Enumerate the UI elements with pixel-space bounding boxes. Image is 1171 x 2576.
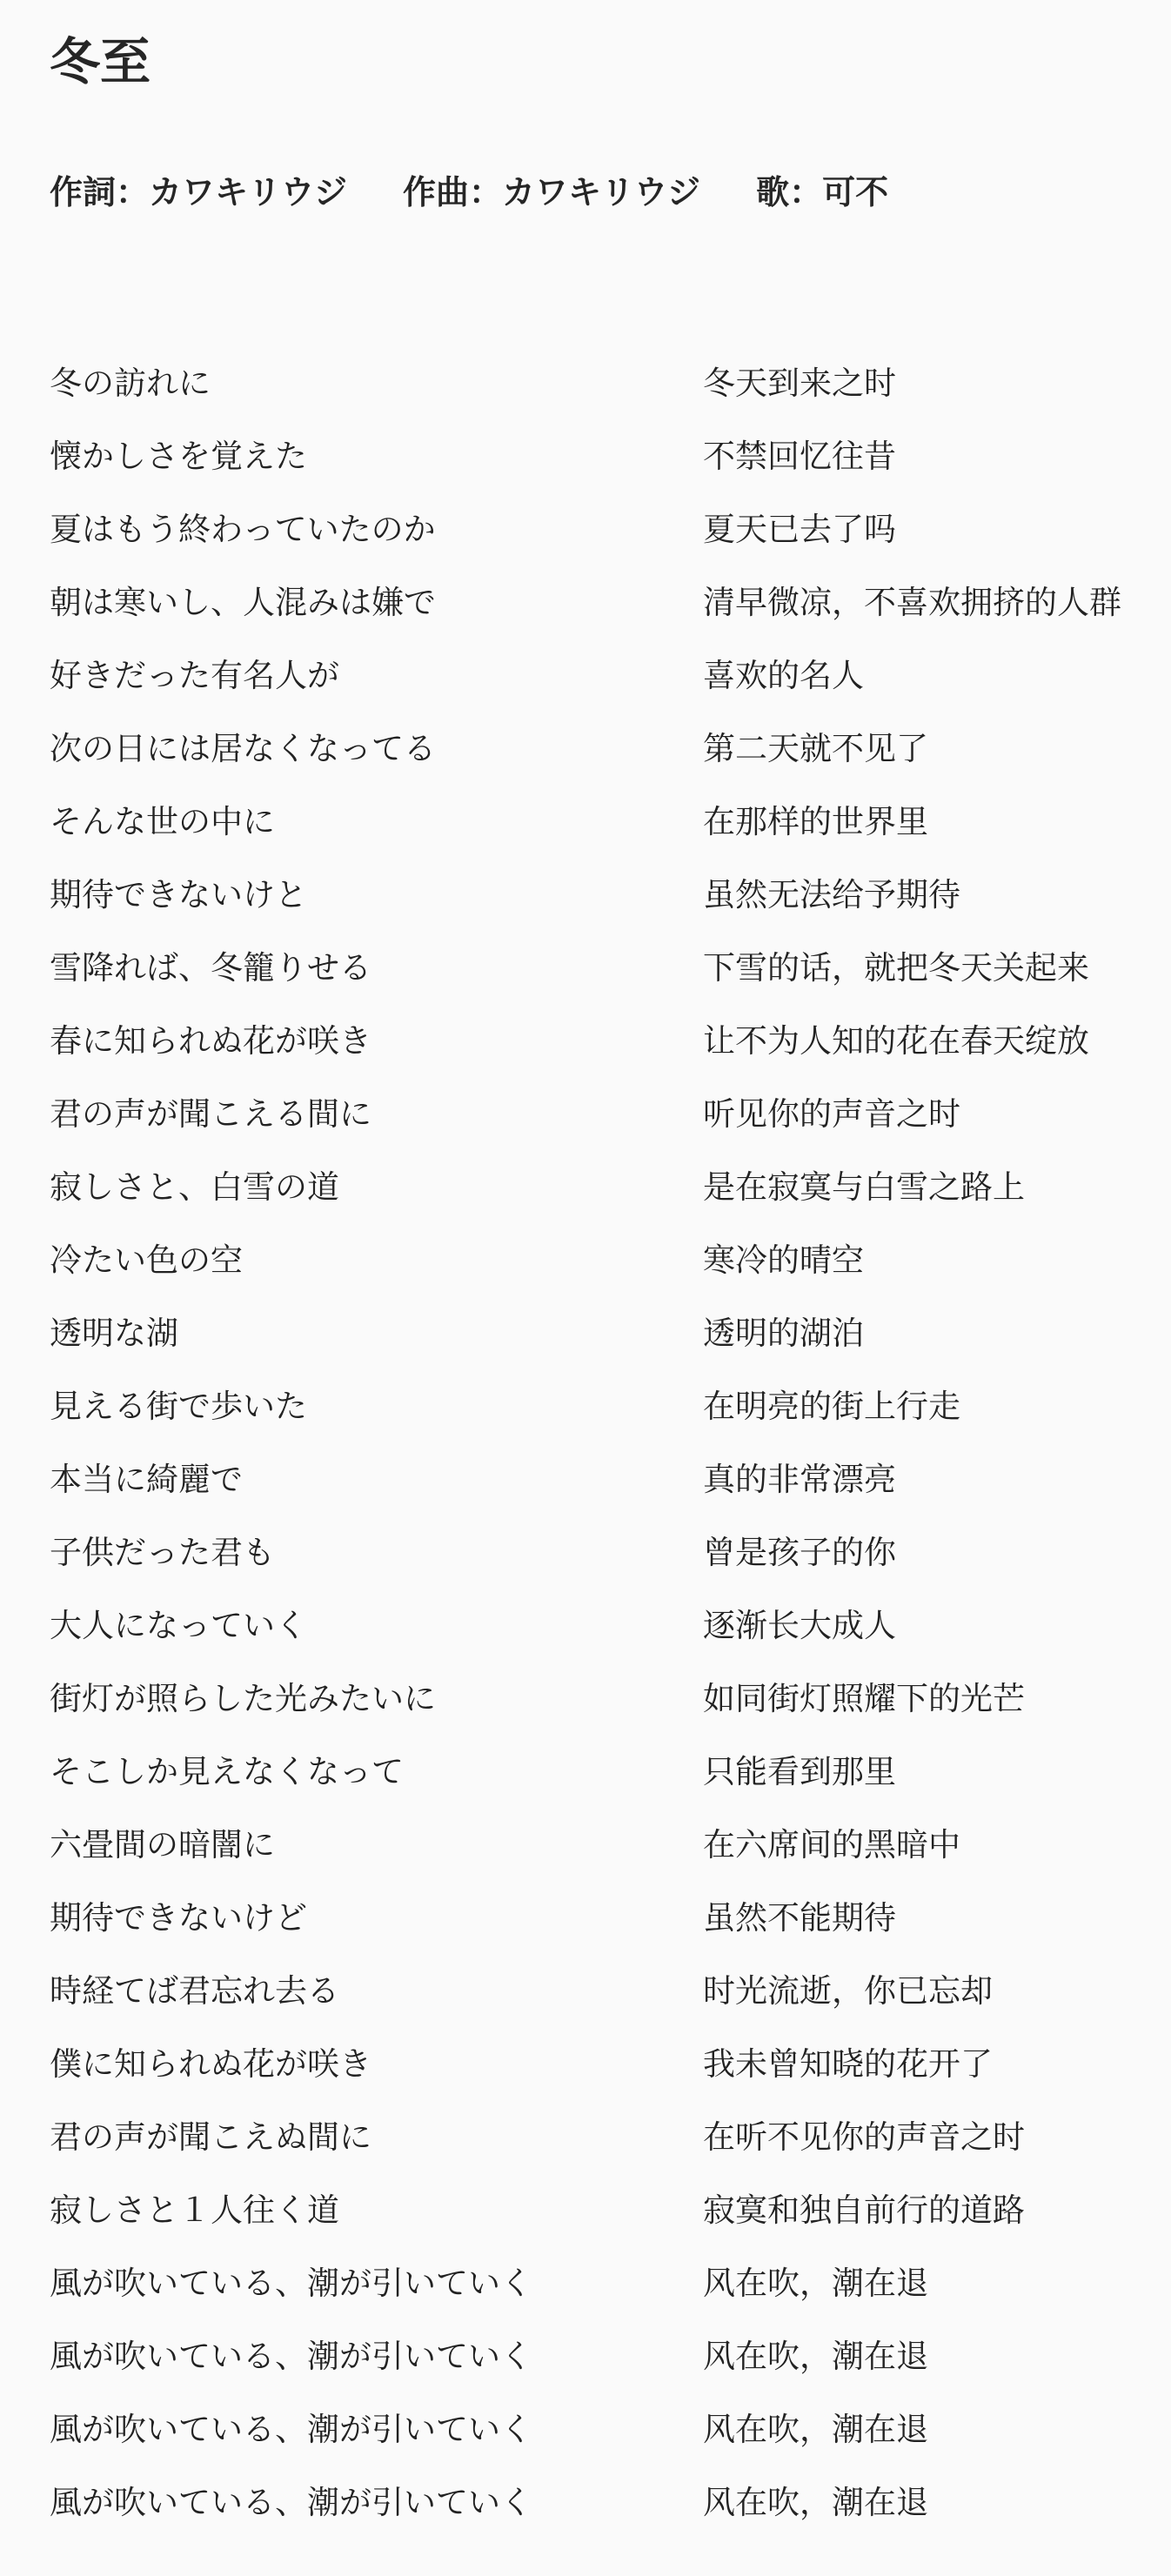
lyric-chinese: 逐渐长大成人 — [703, 1607, 896, 1644]
credit-label: 歌： — [756, 173, 823, 211]
lyric-chinese: 在明亮的街上行走 — [703, 1388, 960, 1425]
lyric-chinese: 在那样的世界里 — [703, 803, 928, 840]
lyric-line — [0, 946, 1171, 1019]
lyric-japanese: そこしか見えなくなって — [50, 1753, 404, 1790]
lyric-chinese: 时光流逝，你已忘却 — [703, 1972, 993, 2010]
lyric-chinese: 夏天已去了吗 — [703, 511, 896, 548]
lyric-chinese: 不禁回忆往昔 — [703, 438, 896, 475]
lyric-japanese: 夏はもう終わっていたのか — [50, 511, 436, 548]
lyric-chinese: 喜欢的名人 — [703, 657, 864, 694]
lyric-chinese: 真的非常漂亮 — [703, 1461, 896, 1498]
lyric-line — [0, 1092, 1171, 1165]
lyric-japanese: 期待できないけど — [50, 1899, 307, 1937]
lyric-japanese: 雪降れば、冬籠りせる — [50, 949, 371, 987]
lyric-japanese: 朝は寒いし、人混みは嫌で — [50, 584, 436, 621]
lyric-japanese: 冷たい色の空 — [50, 1241, 243, 1279]
lyric-japanese: 期待できないけと — [50, 876, 307, 913]
lyric-chinese: 第二天就不见了 — [703, 730, 928, 767]
lyric-line — [0, 1603, 1171, 1676]
lyric-japanese: 風が吹いている、潮が引いていく — [50, 2265, 532, 2302]
lyric-chinese: 虽然无法给予期待 — [703, 876, 960, 913]
lyric-line — [0, 1530, 1171, 1603]
lyric-japanese: 寂しさと、白雪の道 — [50, 1168, 339, 1206]
lyric-japanese: 六畳間の暗闇に — [50, 1826, 275, 1863]
lyric-line — [0, 2480, 1171, 2553]
lyric-chinese: 虽然不能期待 — [703, 1899, 896, 1937]
lyric-chinese: 冬天到来之时 — [703, 365, 896, 402]
lyric-chinese: 透明的湖泊 — [703, 1315, 864, 1352]
lyric-chinese: 风在吹，潮在退 — [703, 2265, 928, 2302]
lyric-line — [0, 2407, 1171, 2480]
song-title: 冬至 — [50, 32, 151, 91]
lyric-chinese: 只能看到那里 — [703, 1753, 896, 1790]
lyric-japanese: 好きだった有名人が — [50, 657, 339, 694]
lyric-line — [0, 2115, 1171, 2188]
lyric-japanese: 子供だった君も — [50, 1534, 275, 1571]
lyric-line — [0, 1165, 1171, 1238]
lyric-japanese: 風が吹いている、潮が引いていく — [50, 2411, 532, 2448]
lyric-line — [0, 1823, 1171, 1896]
credit-label: 作詞： — [50, 173, 150, 211]
lyric-chinese: 寒冷的晴空 — [703, 1241, 864, 1279]
lyric-chinese: 在听不见你的声音之时 — [703, 2118, 1025, 2156]
lyric-chinese: 风在吹，潮在退 — [703, 2484, 928, 2521]
lyric-japanese: 懐かしさを覚えた — [50, 438, 307, 475]
lyric-chinese: 曾是孩子的你 — [703, 1534, 896, 1571]
lyric-japanese: 見える街で歩いた — [50, 1388, 307, 1425]
lyrics-list — [0, 361, 1171, 2553]
lyric-chinese: 让不为人知的花在春天绽放 — [703, 1022, 1089, 1060]
credit-value: カワキリウジ — [149, 173, 348, 211]
lyric-japanese: 街灯が照らした光みたいに — [50, 1680, 436, 1717]
lyric-line — [0, 1896, 1171, 1969]
lyric-line — [0, 800, 1171, 873]
lyric-line — [0, 653, 1171, 726]
lyric-line — [0, 1750, 1171, 1823]
lyric-japanese: 次の日には居なくなってる — [50, 730, 436, 767]
lyric-line — [0, 1676, 1171, 1750]
lyric-japanese: 寂しさと１人往く道 — [50, 2191, 339, 2229]
lyric-chinese: 在六席间的黑暗中 — [703, 1826, 960, 1863]
lyric-chinese: 如同街灯照耀下的光芒 — [703, 1680, 1025, 1717]
credit-label: 作曲： — [403, 173, 503, 211]
lyric-line — [0, 726, 1171, 800]
lyric-japanese: 本当に綺麗で — [50, 1461, 243, 1498]
credit-singer — [756, 173, 889, 211]
lyric-japanese: そんな世の中に — [50, 803, 275, 840]
lyric-japanese: 僕に知られぬ花が咲き — [50, 2045, 371, 2083]
lyric-line — [0, 1238, 1171, 1311]
lyric-chinese: 风在吹，潮在退 — [703, 2411, 928, 2448]
lyric-chinese: 是在寂寞与白雪之路上 — [703, 1168, 1025, 1206]
lyric-line — [0, 2261, 1171, 2334]
lyric-line — [0, 873, 1171, 946]
lyric-japanese: 冬の訪れに — [50, 365, 211, 402]
credit-lyricist — [50, 173, 348, 211]
lyric-japanese: 風が吹いている、潮が引いていく — [50, 2338, 532, 2375]
lyric-line — [0, 361, 1171, 434]
lyric-line — [0, 580, 1171, 653]
lyric-line — [0, 1384, 1171, 1457]
lyric-line — [0, 507, 1171, 580]
lyric-line — [0, 1969, 1171, 2042]
credit-value: カワキリウジ — [502, 173, 701, 211]
lyric-line — [0, 1311, 1171, 1384]
lyric-japanese: 時経てば君忘れ去る — [50, 1972, 339, 2010]
lyric-line — [0, 1457, 1171, 1530]
lyric-line — [0, 434, 1171, 507]
lyric-chinese: 我未曾知晓的花开了 — [703, 2045, 993, 2083]
lyric-japanese: 君の声が聞こえる間に — [50, 1095, 371, 1133]
lyric-line — [0, 1019, 1171, 1092]
credit-value: 可不 — [822, 173, 889, 211]
lyric-japanese: 風が吹いている、潮が引いていく — [50, 2484, 532, 2521]
lyric-chinese: 下雪的话，就把冬天关起来 — [703, 949, 1089, 987]
lyric-chinese: 清早微凉，不喜欢拥挤的人群 — [703, 584, 1121, 621]
lyric-japanese: 春に知られぬ花が咲き — [50, 1022, 371, 1060]
song-credits — [50, 173, 889, 211]
lyric-japanese: 君の声が聞こえぬ間に — [50, 2118, 371, 2156]
credit-composer — [403, 173, 701, 211]
lyric-japanese: 大人になっていく — [50, 1607, 307, 1644]
lyric-chinese: 风在吹，潮在退 — [703, 2338, 928, 2375]
lyric-line — [0, 2042, 1171, 2115]
lyric-line — [0, 2188, 1171, 2261]
lyric-chinese: 听见你的声音之时 — [703, 1095, 960, 1133]
lyric-japanese: 透明な湖 — [50, 1315, 178, 1352]
lyric-line — [0, 2334, 1171, 2407]
lyric-chinese: 寂寞和独自前行的道路 — [703, 2191, 1025, 2229]
